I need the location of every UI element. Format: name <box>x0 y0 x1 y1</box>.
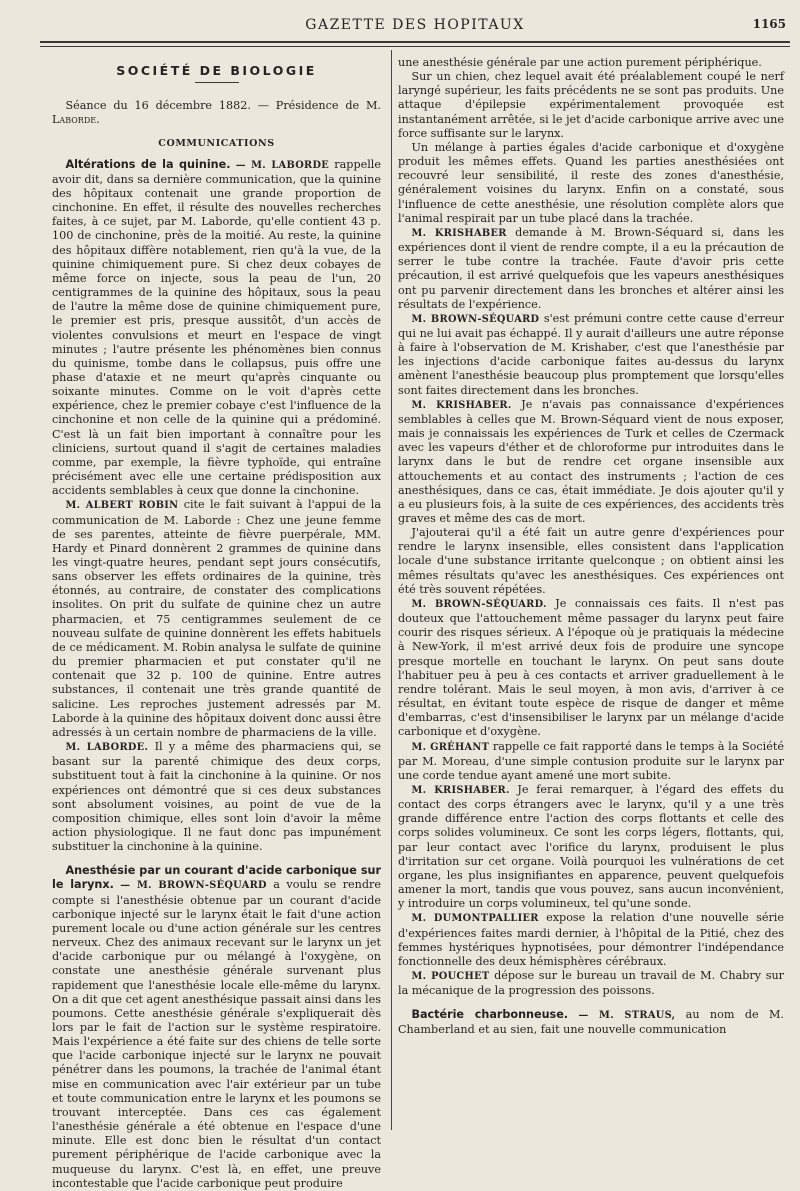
section-title: SOCIÉTÉ DE BIOLOGIE <box>116 63 317 78</box>
speaker-name: M. GRÉHANT <box>411 741 490 753</box>
page-number: 1165 <box>752 17 786 31</box>
communications-subhead: COMMUNICATIONS <box>158 138 275 150</box>
column-divider <box>391 50 392 1130</box>
right-column <box>398 56 784 1134</box>
paragraph-text: s'est prémuni contre cette cause d'erreur qui ne lui avait pas échappé. Il y aurait d'ailleurs une autre réponse à faire à l'observation de M. Krishaber, c'est que l'anesthésie par les injections d'acide carbonique faites au-dessus du larynx amènent l'anesthésie beaucoup plus promptement que lorsqu'elles sont faites directement dans les bronches. <box>398 311 784 397</box>
paragraph <box>398 597 784 740</box>
session-text: Séance du 16 décembre 1882. — Présidence de M. <box>65 99 381 113</box>
paragraph: J'ajouterai qu'il a été fait un autre genre d'expériences pour rendre le larynx insensible, elles consistent dans l'application locale d'une substance irritante quelconque ; on obtient ainsi les mêmes résultats qu'avec les anesthésiques. Ces expériences ont été très souvent répétées. <box>398 526 784 596</box>
paragraph <box>398 740 784 783</box>
paragraph-text: cite le fait suivant à l'appui de la communication de M. Laborde : Chez une jeune femme de ses parentes, atteinte de fièvre puerpérale, MM. Hardy et Pinard donnèrent 2 grammes de quinine dans les vingt-quatre heures, pendant sept jours consécutifs, sans observer les effets ordinaires de la quinine, très étonnés, au contraire, de constater des complications insolites. On prit du sulfate de quinine chez un autre pharmacien, et 75 centigrammes seulement de ce nouveau sulfate de quinine donnèrent les effets habituels de ce médicament. M. Robin analysa le sulfate de quinine du premier pharmacien et put constater qu'il ne contenait que 32 p. 100 de quinine. Entre autres substances, il contenait une très grande quantité de salicine. Les reproches justement adressés par M. Laborde à la quinine des hôpitaux doivent donc aussi être adressés à un certain nombre de pharmaciens de la ville. <box>52 498 381 739</box>
paragraph-text: Il y a même des pharmaciens qui, se basant sur la parenté chimique des deux corps, substituent tout à fait la cinchonine à la quinine. Or nos expériences ont démontré que si ces deux substances sont absolument voisines, au point de vue de la composition chimique, elles sont loin d'avoir la même action physiologique. Il ne faut donc pas impunément substituer la cinchonine à la quinine. <box>52 740 382 854</box>
speaker-name: — M. LABORDE <box>235 159 330 171</box>
paragraph <box>398 1008 784 1037</box>
speaker-name: — M. BROWN-SÉQUARD <box>120 880 267 892</box>
speaker-name: M. BROWN-SÉQUARD <box>411 313 540 325</box>
header-rule-thick <box>40 41 790 43</box>
header-rule-thin <box>40 46 790 47</box>
running-head <box>40 12 790 38</box>
paragraph <box>398 783 784 911</box>
speaker-name: M. DUMONTPALLIER <box>411 913 539 925</box>
article-title: Altérations de la quinine. <box>65 157 231 171</box>
paragraph-text: Je connaissais ces faits. Il n'est pas douteux que l'attouchement même passager du larynx peut faire courir des risques sérieux. A l'époque où je pratiquais la médecine à New-York, il m'est arrivé deux fois de produire une syncope presque mortelle en touchant le larynx. On peut sans doute l'habituer peu à peu à ces contacts et arriver graduellement à le rendre tolérant. Mais le seul moyen, à mon avis, d'arriver à ce résultat, en évitant toute espèce de risque de danger et même d'embarras, c'est d'insensibiliser le larynx par un mélange d'acide carbonique et d'oxygène. <box>398 596 784 739</box>
running-title: GAZETTE DES HOPITAUX <box>305 17 525 33</box>
session-line <box>52 99 381 127</box>
section-rule <box>195 82 239 83</box>
paragraph-text: au nom de M. Chamberland et au sien, fait une nouvelle communication <box>398 1008 784 1037</box>
paragraph: Sur un chien, chez lequel avait été préalablement coupé le nerf laryngé supérieur, les faits précédents ne se sont pas produits. Une attaque d'épilepsie expérimentalement provoquée est instantanément arrêtée, si le jet d'acide carbonique arrive avec une force suffisante sur le larynx. <box>398 70 784 140</box>
speaker-name: M. POUCHET <box>411 971 490 982</box>
left-column <box>52 56 382 1190</box>
paragraph-text: demande à M. Brown-Séquard si, dans les expériences dont il vient de rendre compte, il a eu la précaution de serrer le tube contre la trachée. Faute d'avoir pris cette précaution, il est arrivé quelquefois que les vapeurs anesthésiques ont pu parvenir directement dans les bronches et altérer ainsi les résultats de l'expérience. <box>398 225 784 311</box>
paragraph <box>398 312 784 398</box>
paragraph <box>52 740 381 854</box>
paragraph-text: dépose sur le bureau un travail de M. Chabry sur la mécanique de la progression des poissons. <box>398 969 785 998</box>
speaker-name: M. KRISHABER. <box>411 399 512 411</box>
session-president: Laborde <box>52 113 97 127</box>
article-title: Bactérie charbonneuse. <box>411 1008 569 1022</box>
speaker-name: M. KRISHABER. <box>411 784 510 796</box>
speaker-name: M. KRISHABER <box>411 227 507 239</box>
paragraph-text: Je n'avais pas connaissance d'expériences semblables à celles que M. Brown-Séquard vient de nous exposer, mais je connaissais les expériences de Turk et celles de Czermack avec les vapeurs d'éther et de chloroforme pur introduites dans le larynx dans le but de rendre cet organe insensible aux attouchements et au contact des instruments ; l'action de ces anesthésiques, dans ce cas, était immédiate. Je dois ajouter qu'il y a eu plusieurs fois, à la suite de ces expériences, des accidents très graves et même des cas de mort. <box>398 397 784 525</box>
speaker-name: M. BROWN-SÉQUARD. <box>411 598 547 610</box>
paragraph-text: rappelle avoir dit, dans sa dernière communication, que la quinine des hôpitaux contenait une grande proportion de cinchonine. En effet, il résulte des nouvelles recherches faites, à ce sujet, par M. Laborde, qu'elle contient 43 p. 100 de cinchonine, près de la moitié. Au reste, la quinine des hôpitaux diffère notablement, rien qu'à la vue, de la quinine chimiquement pure. Si chez deux cobayes de même force on injecte, sous la peau de l'un, 20 centigrammes de la quinine des hôpitaux, sous la peau de l'autre la même dose de quinine chimiquement pure, le premier est pris, presque aussitôt, d'un accès de violentes convulsions et meurt en l'espace de vingt minutes ; l'autre présente les phénomènes bien connus du quinisme, tombe dans le collapsus, puis offre une phase d'ataxie et ne meurt qu'après cinquante ou soixante minutes. Comme on le voit d'après cette expérience, chez le premier cobaye c'est l'influence de la cinchonine et non celle de la quinine qui a prédominé. C'est là un fait bien important à connaître pour les cliniciens, surtout quand il s'agit de certaines maladies comme, par exemple, la fièvre typhoïde, qui entraîne précisément avec elle une certaine prédisposition aux accidents semblables à ceux que donne la cinchonine. <box>52 157 382 498</box>
paragraph <box>52 158 381 499</box>
paragraph <box>398 969 784 998</box>
paragraph-text: a voulu se rendre compte si l'anesthésie obtenue par un courant d'acide carbonique injecté sur le larynx était le fait d'une action purement locale ou d'une action générale sur les centres nerveux. Chez des animaux recevant sur le larynx un jet d'acide carbonique pur ou mélangé à l'oxygène, on constate une anesthésie générale survenant plus rapidement que l'anesthésie locale elle-même du larynx. On a dit que cet agent anesthésique passait ainsi dans les poumons. Cette anesthésie générale s'expliquerait dès lors par le fait de l'action sur le système respiratoire. Mais l'expérience a été faite sur des chiens de telle sorte que l'acide carbonique injecté sur le larynx ne pouvait pénétrer dans les poumons, la trachée de l'animal étant mise en communication avec l'air extérieur par un tube et toute communication entre le larynx et les poumons se trouvant interceptée. Dans ces cas également l'anesthésie générale a été obtenue en l'espace d'une minute. Elle est donc bien le résultat d'un contact purement périphérique de l'acide carbonique avec la muqueuse du larynx. C'est là, en effet, une preuve incontestable que l'acide carbonique peut produire <box>52 878 381 1190</box>
paragraph: une anesthésie générale par une action purement périphérique. <box>398 56 762 69</box>
speaker-name: M. LABORDE. <box>65 742 149 754</box>
paragraph <box>398 398 784 526</box>
paragraph <box>52 498 381 740</box>
paragraph <box>52 864 381 1191</box>
paragraph <box>398 226 784 312</box>
paragraph-text: rappelle ce fait rapporté dans le temps à la Société par M. Moreau, d'une simple contusion produite sur le larynx par une corde tendue ayant amené une mort subite. <box>398 739 784 782</box>
speaker-name: M. ALBERT ROBIN <box>65 500 179 512</box>
session-end: . <box>96 113 100 127</box>
article-title: Anesthésie par un courant d'acide carbonique sur le larynx. <box>52 864 381 892</box>
speaker-name: — M. STRAUS, <box>578 1010 676 1022</box>
paragraph: Un mélange à parties égales d'acide carbonique et d'oxygène produit les mêmes effets. Quand les parties anesthésiées ont recouvré leur sensibilité, il reste des zones d'anesthésie, généralement voisines du larynx. Enfin on a constaté, sous l'influence de cette anesthésie, une résolution complète alors que l'animal respirait par un tube placé dans la trachée. <box>398 140 784 225</box>
paragraph-text: expose la relation d'une nouvelle série d'expériences faites mardi dernier, à l'hôpital de la Pitié, chez des femmes hystériques hypnotisées, pour démontrer l'indépendance fonctionnelle des deux hémisphères cérébraux. <box>398 911 784 968</box>
paragraph <box>398 911 784 969</box>
paragraph-text: Je ferai remarquer, à l'égard des effets du contact des corps étrangers avec le larynx, qu'il y a une très grande différence entre l'action des corps flottants et celle des corps solides volumineux. Ce sont les corps légers, flottants, qui, par leur contact avec l'orifice du larynx, produisent le plus d'irritation sur cet organe. Voilà pourquoi les vulnérations de cet organe, les plus insignifiantes en apparence, peuvent quelquefois amener la mort, tandis que vous pouvez, sans aucun inconvénient, y introduire un corps volumineux, tel qu'une sonde. <box>398 782 784 911</box>
